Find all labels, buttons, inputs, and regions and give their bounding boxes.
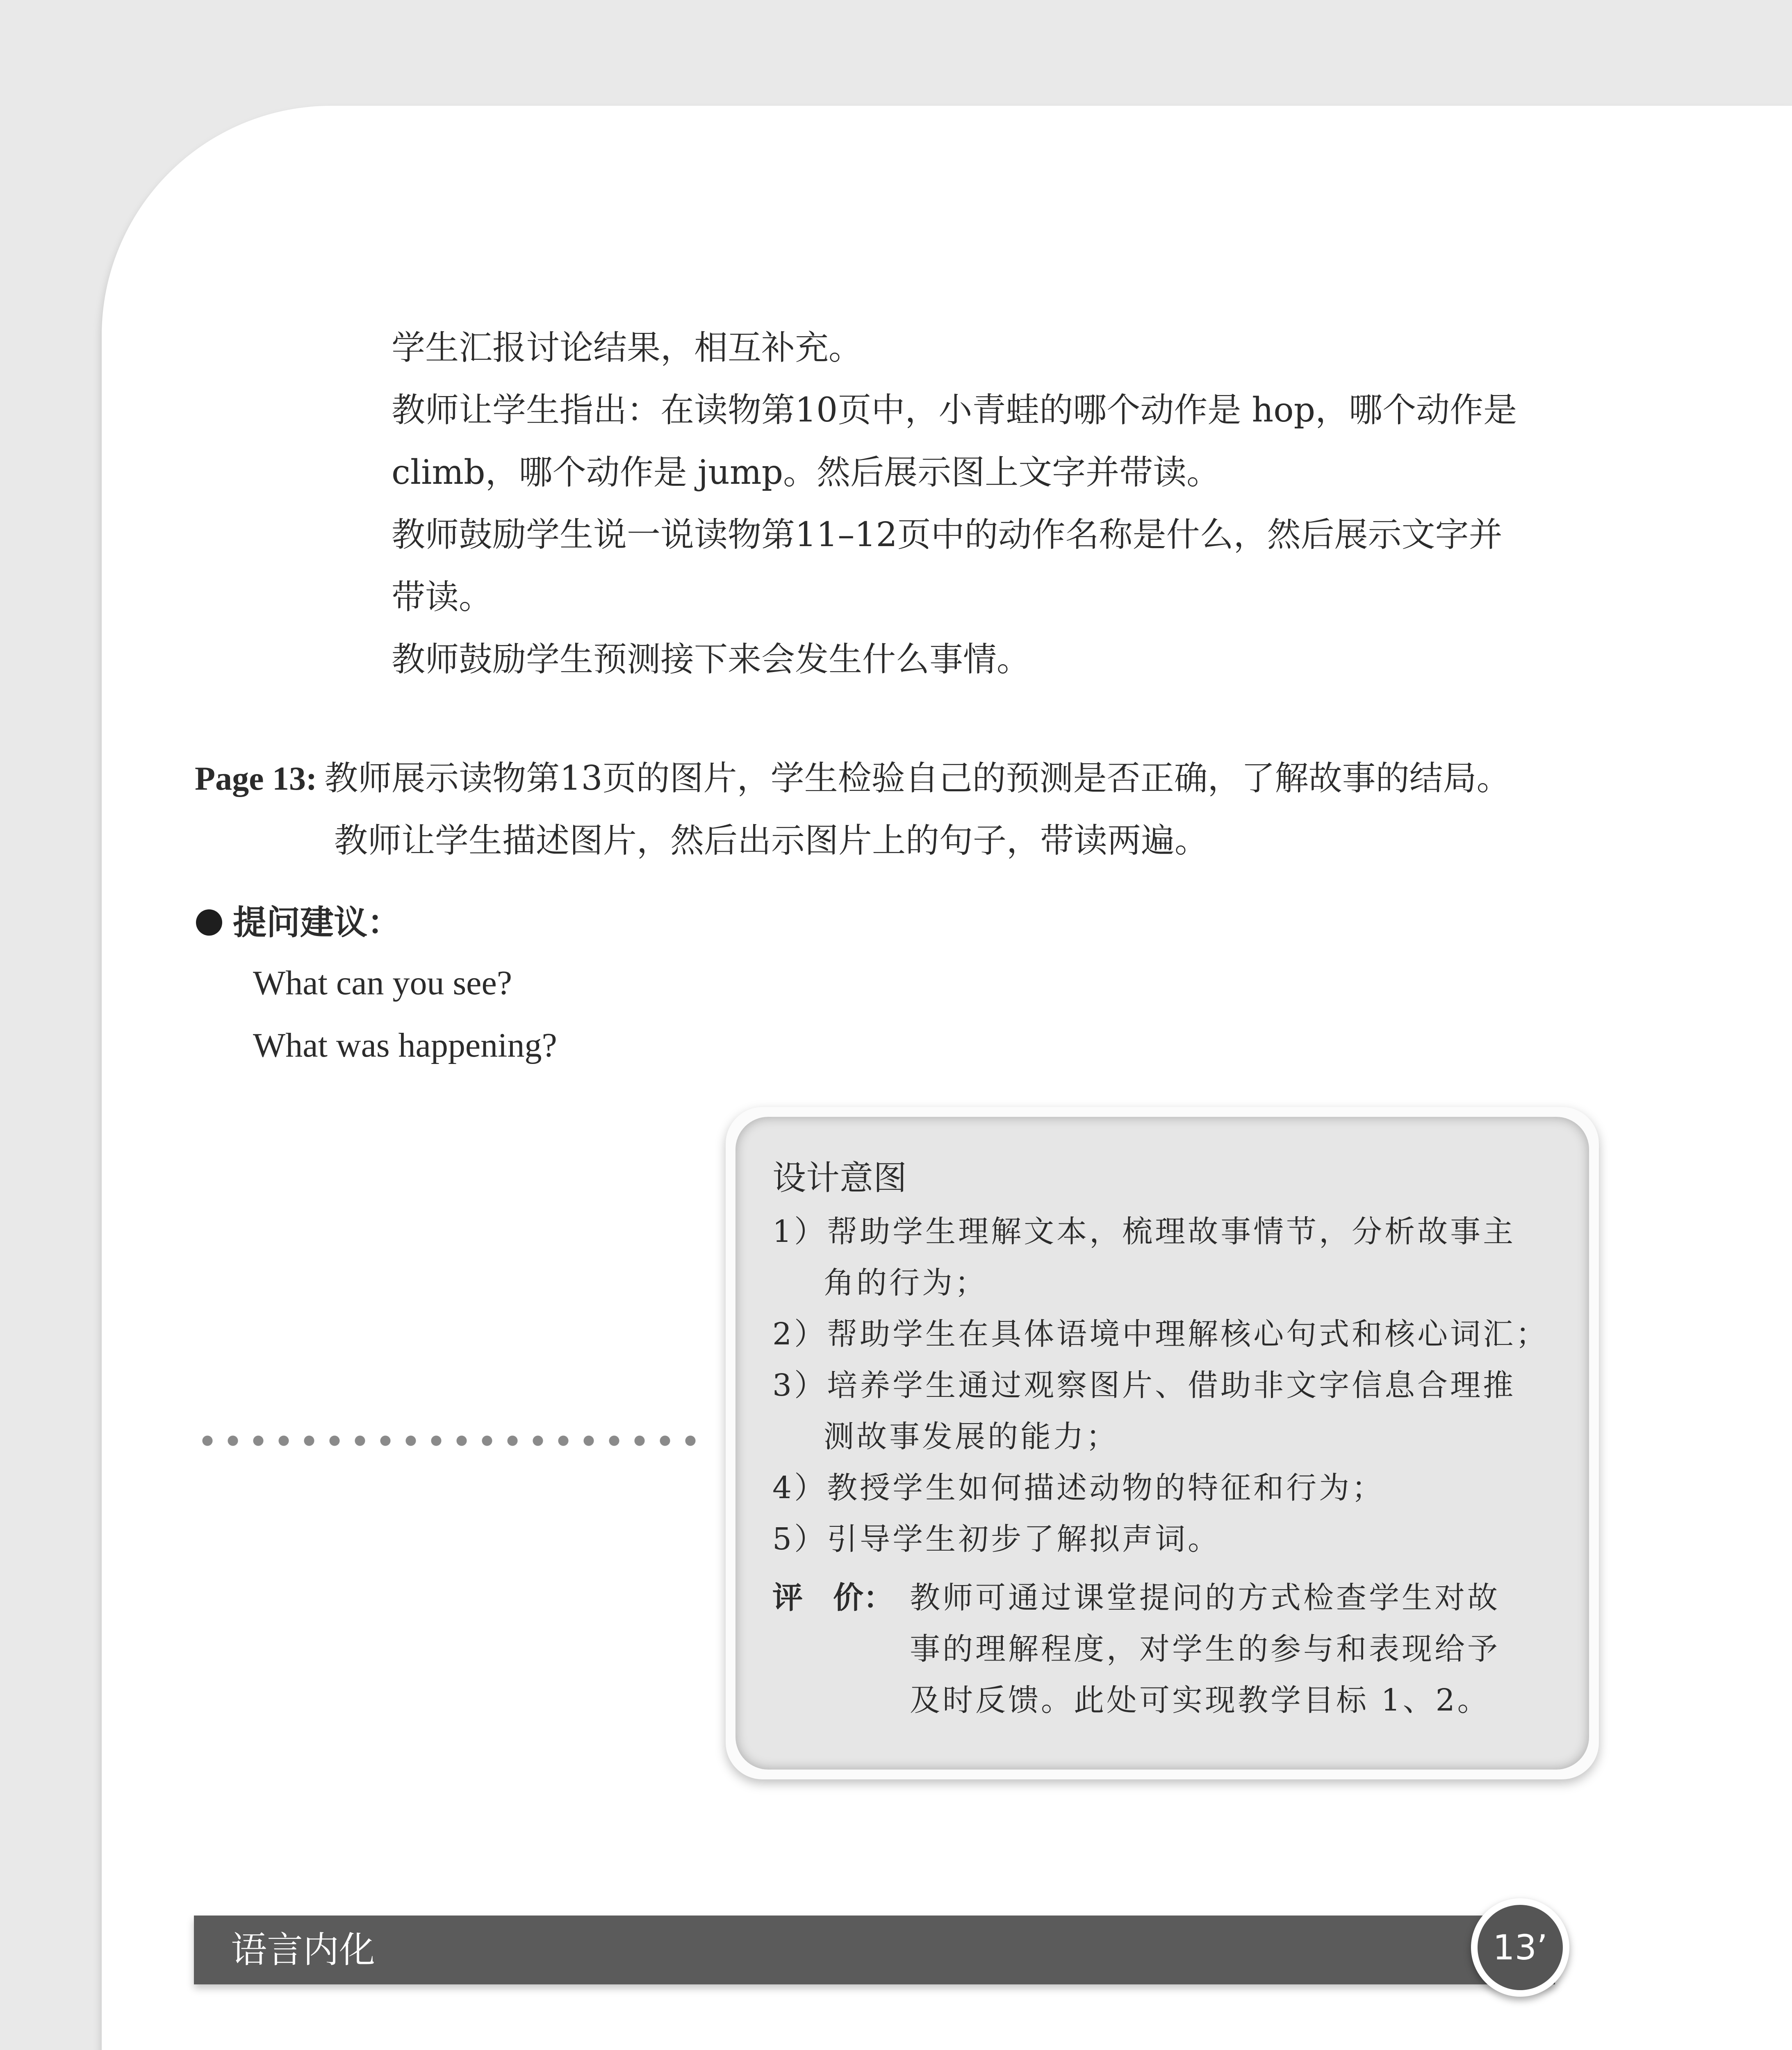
evaluation-text [910,1572,1500,1726]
design-intent-item: 1）帮助学生理解文本，梳理故事情节，分析故事主 [772,1214,1516,1249]
evaluation-line: 及时反馈。此处可实现教学目标 1、2。 [910,1683,1490,1718]
intro-paragraphs [392,317,1517,691]
bullet-icon [196,909,222,936]
questions-heading-label: 提问建议： [233,903,401,942]
design-intent-panel [735,1117,1589,1770]
intro-line: 教师鼓励学生预测接下来会发生什么事情。 [392,640,1031,679]
question-item: What was happening? [253,1026,557,1064]
page13-line: 教师让学生描述图片，然后出示图片上的句子，带读两遍。 [334,821,1209,860]
question-item: What can you see? [253,964,512,1002]
evaluation-line: 教师可通过课堂提问的方式检查学生对故 [910,1580,1500,1615]
design-intent-item: 测故事发展的能力； [824,1419,1119,1454]
design-intent-item: 角的行为； [824,1265,988,1301]
intro-line: 教师鼓励学生说一说读物第11–12页中的动作名称是什么，然后展示文字并 [392,515,1503,554]
evaluation-line: 事的理解程度，对学生的参与和表现给予 [910,1631,1500,1667]
intro-line: climb，哪个动作是 jump。然后展示图上文字并带读。 [392,453,1220,492]
intro-line: 教师让学生指出：在读物第10页中，小青蛙的哪个动作是 hop，哪个动作是 [392,391,1517,430]
page13-label: Page 13: [195,760,317,797]
section-title: 语言内化 [231,1929,376,1971]
evaluation [772,1572,1552,1726]
questions-heading [196,892,401,954]
design-intent-item: 4）教授学生如何描述动物的特征和行为； [772,1470,1385,1506]
section-time-badge: 13’ [1471,1898,1569,1997]
page13-line: 教师展示读物第13页的图片，学生检验自己的预测是否正确，了解故事的结局。 [324,759,1510,798]
design-intent-box [726,1107,1599,1779]
design-intent-list [772,1206,1552,1565]
intro-line: 学生汇报讨论结果，相互补充。 [392,328,863,367]
questions-list [253,952,557,1077]
section-header-bar [194,1916,1555,1984]
design-intent-item: 3）培养学生通过观察图片、借助非文字信息合理推 [772,1368,1516,1403]
evaluation-label: 评 价： [772,1580,894,1615]
design-intent-title: 设计意图 [772,1159,907,1198]
design-intent-item: 2）帮助学生在具体语境中理解核心句式和核心词汇； [772,1317,1549,1352]
design-intent-item: 5）引导学生初步了解拟声词。 [772,1522,1221,1557]
dotted-connector [195,1433,703,1448]
intro-line: 带读。 [392,578,493,617]
page13-block [195,747,1510,872]
